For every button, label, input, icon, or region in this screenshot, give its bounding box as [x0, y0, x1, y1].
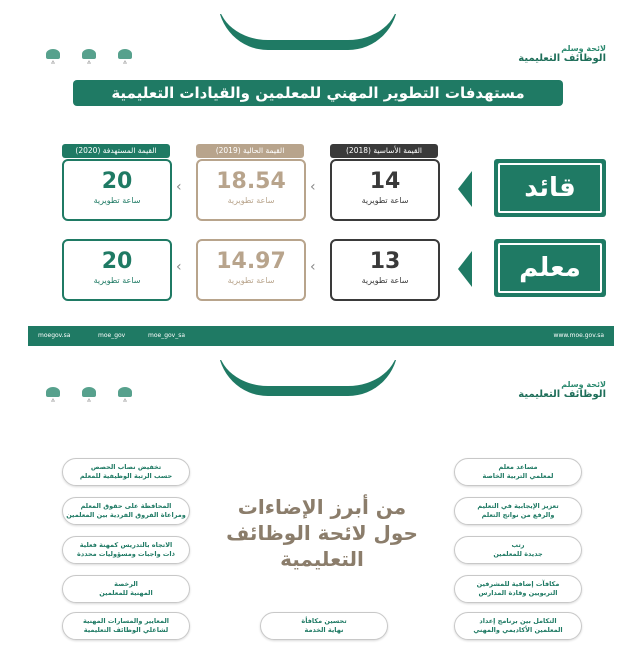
highlight-item — [454, 536, 582, 564]
highlight-line: التربويين وقادة المدارس — [478, 589, 558, 597]
highlight-item — [62, 458, 190, 486]
ministry-logo: ⁂ — [110, 384, 140, 406]
highlight-line: المعايير والمسارات المهنية — [83, 617, 169, 625]
footer-link-2[interactable]: moe_gov — [98, 332, 126, 339]
highlight-line: الرخصة — [114, 580, 138, 588]
brand-logo — [518, 44, 606, 64]
highlight-line: لمعلمي التربية الخاصة — [482, 472, 554, 480]
highlight-item — [62, 497, 190, 525]
footer-website-link[interactable]: www.moe.gov.sa — [553, 332, 604, 339]
teacher-current-value: 14.97 — [216, 249, 286, 274]
highlight-item — [62, 612, 190, 640]
highlight-line: والرفع من نواتج التعلم — [481, 511, 555, 519]
leader-target-box — [62, 159, 172, 221]
highlight-item — [62, 575, 190, 603]
brand-main-text: الوظائف التعليمية — [518, 53, 606, 64]
slide-highlights — [28, 360, 614, 649]
highlight-line: التكامل بين برنامج إعداد — [479, 617, 557, 625]
teacher-current-unit: ساعة تطويرية — [227, 276, 275, 285]
teacher-target-value: 20 — [101, 249, 133, 274]
highlight-line: مكافآت إضافية للمشرفين — [476, 580, 560, 588]
partner-logos — [38, 384, 140, 406]
column-header-target: القيمة المستهدفة (2020) — [62, 144, 170, 158]
brand-top-text: لائحة وسلم — [561, 44, 606, 53]
leader-base-box — [330, 159, 440, 221]
leader-current-box — [196, 159, 306, 221]
leader-current-unit: ساعة تطويرية — [227, 196, 275, 205]
partner-logo-1: ⁂ — [38, 46, 68, 68]
leader-target-unit: ساعة تطويرية — [93, 196, 141, 205]
footer-link-3[interactable]: moe_gov_sa — [148, 332, 186, 339]
arrow-left-icon: ‹ — [176, 179, 182, 195]
highlight-item — [454, 612, 582, 640]
teacher-current-box — [196, 239, 306, 301]
teacher-base-value: 13 — [369, 249, 401, 274]
leader-base-unit: ساعة تطويرية — [361, 196, 409, 205]
header-arc — [218, 14, 398, 50]
highlight-item — [62, 536, 190, 564]
teacher-base-unit: ساعة تطويرية — [361, 276, 409, 285]
teacher-target-unit: ساعة تطويرية — [93, 276, 141, 285]
leader-current-value: 18.54 — [216, 169, 286, 194]
highlight-line: تحسين مكافأة — [301, 617, 347, 625]
teacher-target-box — [62, 239, 172, 301]
highlight-line: حسب الرتبة الوظيفية للمعلم — [79, 472, 173, 480]
highlights-title — [216, 494, 428, 572]
highlight-line: المهنية للمعلمين — [99, 589, 153, 597]
row-label-leader-text: قائد — [498, 163, 602, 213]
highlight-item — [454, 575, 582, 603]
partner-logo-2: ⁂ — [74, 384, 104, 406]
column-header-current: القيمة الحالية (2019) — [196, 144, 304, 158]
partner-logo-2: ⁂ — [74, 46, 104, 68]
highlight-line: المحافظة على حقوق المعلم — [80, 502, 172, 510]
highlight-item — [454, 497, 582, 525]
highlight-item — [260, 612, 388, 640]
chevron-left-icon — [458, 251, 472, 287]
ministry-logo: ⁂ — [110, 46, 140, 68]
partner-logos — [38, 46, 140, 68]
highlight-line: المعلمين الأكاديمي والمهني — [473, 626, 563, 634]
row-label-leader — [494, 159, 606, 217]
highlight-line: تعزيز الإيجابية في التعليم — [477, 502, 559, 510]
highlight-line: جديدة للمعلمين — [493, 550, 543, 558]
highlight-line: مساعد معلم — [498, 463, 538, 471]
brand-top-text: لائحة وسلم — [561, 380, 606, 389]
leader-target-value: 20 — [101, 169, 133, 194]
leader-base-value: 14 — [369, 169, 401, 194]
partner-logo-1: ⁂ — [38, 384, 68, 406]
title-line-2: حول لائحة الوظائف — [226, 521, 418, 545]
teacher-base-box — [330, 239, 440, 301]
arrow-left-icon: ‹ — [310, 259, 316, 275]
highlight-line: لشاغلي الوظائف التعليمية — [83, 626, 169, 634]
highlight-item — [454, 458, 582, 486]
row-label-teacher-text: معلم — [498, 243, 602, 293]
title-line-3: التعليمية — [280, 547, 364, 571]
column-header-base: القيمة الأساسية (2018) — [330, 144, 438, 158]
arrow-left-icon: ‹ — [176, 259, 182, 275]
row-label-teacher — [494, 239, 606, 297]
title-line-1: من أبرز الإضاءات — [237, 495, 407, 519]
highlight-line: نهاية الخدمة — [304, 626, 344, 634]
highlight-line: تخفيض نصاب الحصص — [90, 463, 162, 471]
highlight-line: رتب — [511, 541, 525, 549]
chevron-left-icon — [458, 171, 472, 207]
highlight-line: الاتجاه بالتدريس كمهنة فعلية — [79, 541, 173, 549]
slide-footer — [28, 326, 614, 346]
footer-link-1[interactable]: moegov.sa — [38, 332, 71, 339]
brand-logo — [518, 380, 606, 400]
brand-main-text: الوظائف التعليمية — [518, 389, 606, 400]
header-arc — [218, 360, 398, 396]
highlight-line: ومراعاة الفروق الفردية بين المعلمين — [66, 511, 186, 519]
slide-title: مستهدفات التطوير المهني للمعلمين والقيادات التعليمية — [73, 80, 563, 106]
arrow-left-icon: ‹ — [310, 179, 316, 195]
highlight-line: ذات واجبات ومسؤوليات محددة — [77, 550, 175, 558]
slide-professional-development-targets — [28, 14, 614, 346]
